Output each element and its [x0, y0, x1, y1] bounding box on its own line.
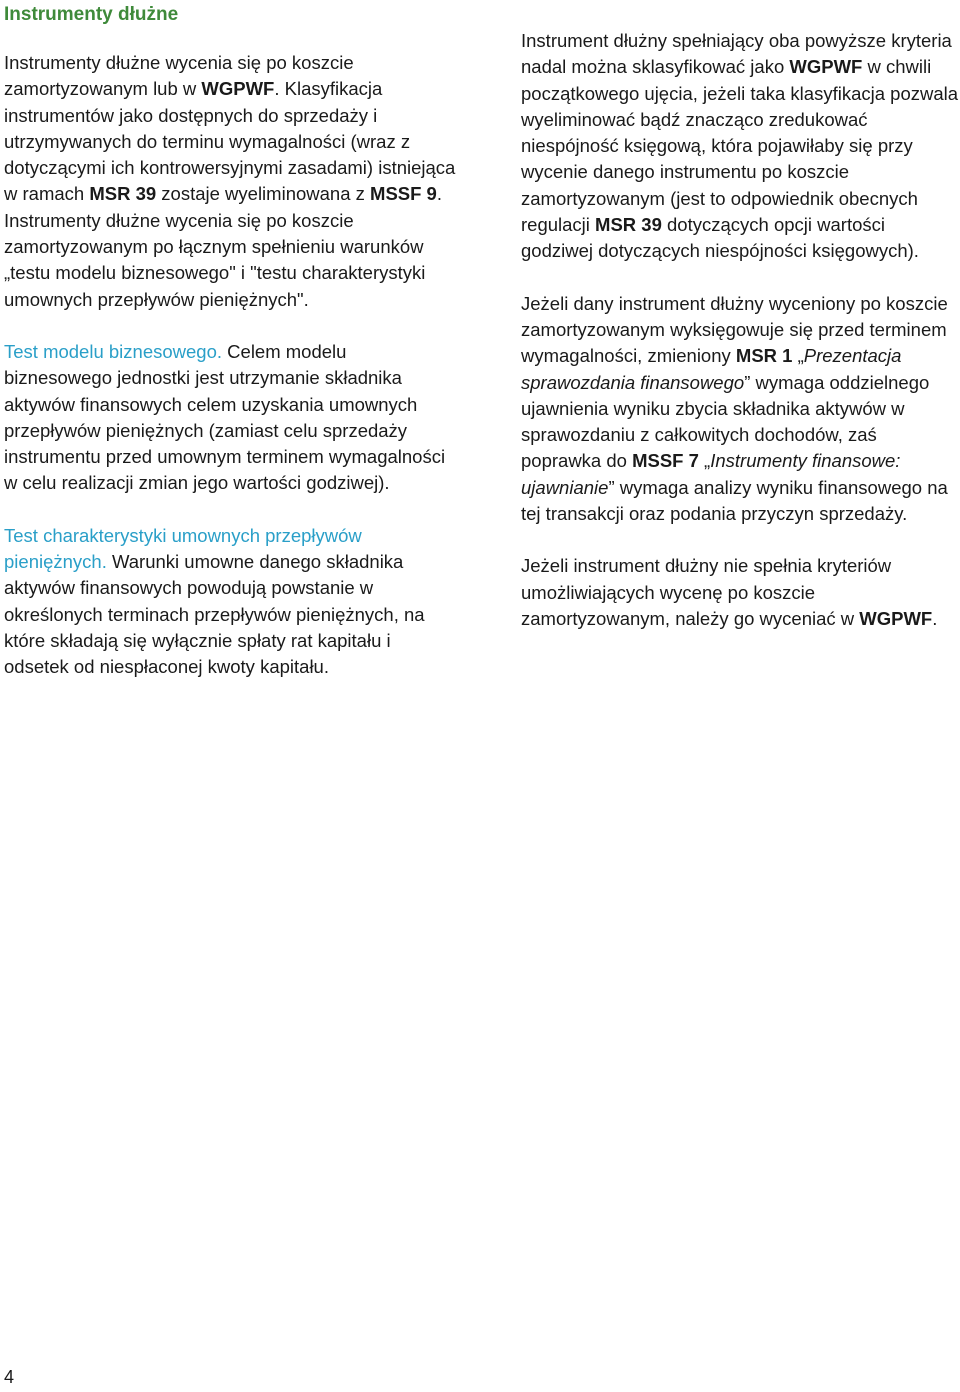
term-wgpwf: WGPWF [201, 78, 275, 100]
page-number: 4 [4, 1367, 15, 1387]
fallback-paragraph: Jeżeli instrument dłużny nie spełnia kryteriów umożliwiających wycenę po koszcie zamortyzowanym, należy go wyceniać w WGPWF. [521, 555, 938, 629]
cash-flow-paragraph: Test charakterystyki umownych przepływów pieniężnych. Warunki umowne danego składnika aktywów finansowych powodują powstanie w określonych terminach przepływów pieniężnych, na które składają się wyłącznie spłaty rat kapitału i odsetek od niespłaconej kwoty kapitału. [4, 524, 425, 678]
term-msr39: MSR 39 [595, 214, 662, 236]
business-model-paragraph: Test modelu biznesowego. Celem modelu biznesowego jednostki jest utrzymanie składnika aktywów finansowych celem uzyskania umownych przepływów pieniężnych (zamiast celu sprzedaży instrumentu przed umownym terminem wymagalności w celu realizacji zmian jego wartości godziwej). [4, 340, 446, 494]
fair-value-option-paragraph: Instrument dłużny spełniający oba powyższe kryteria nadal można sklasyfikować jako WGPWF w chwili początkowego ujęcia, jeżeli taka klasyfikacja pozwala wyeliminować bądź znacząco zredukować niespójność księgową, która pojawiłaby się przy wycenie danego instrumentu po koszcie zamortyzowanym (jest to odpowiednik obecnych regulacji MSR 39 dotyczących opcji wartości godziwej dotyczących niespójności księgowych). [521, 30, 959, 262]
term-msr1: MSR 1 [735, 345, 793, 367]
left-column [4, 50, 456, 681]
term-wgpwf: WGPWF [859, 607, 933, 629]
term-mssf7: MSSF 7 [632, 450, 699, 472]
standard-title: Prezentacja sprawozdania finansowego [521, 345, 902, 393]
cash-flow-heading: Test charakterystyki umownych przepływów pieniężnych. [4, 524, 362, 573]
intro-paragraph: Instrumenty dłużne wycenia się po koszcie zamortyzowanym lub w WGPWF. Klasyfikacja instrumentów jako dostępnych do sprzedaży i utrzymywanych do terminu wymagalności (wraz z dotyczącymi ich kontrowersyjnymi zasadami) istniejąca w ramach MSR 39 zostaje wyeliminowana z MSSF 9. Instrumenty dłużne wycenia się po koszcie zamortyzowanym po łącznym spełnieniu warunków „testu modelu biznesowego" i "testu charakterystyki umownych przepływów pieniężnych". [4, 52, 456, 310]
term-wgpwf: WGPWF [789, 56, 863, 78]
term-msr39: MSR 39 [89, 183, 157, 205]
section-title: Instrumenty dłużne [4, 4, 179, 25]
derecognition-paragraph: Jeżeli dany instrument dłużny wyceniony po koszcie zamortyzowanym wyksięgowuje się przed terminem wymagalności, zmieniony MSR 1 „Prezentacja sprawozdania finansowego” wymaga oddzielnego ujawnienia wyniku zbycia składnika aktywów w sprawozdaniu z całkowitych dochodów, zaś poprawka do MSSF 7 „Instrumenty finansowe: ujawnianie” wymaga analizy wyniku finansowego na tej transakcji oraz podania przyczyn sprzedaży. [521, 292, 948, 525]
business-model-heading: Test modelu biznesowego. [4, 340, 223, 362]
standard-title: Instrumenty finansowe: ujawnianie [521, 450, 901, 498]
term-mssf9: MSSF 9 [370, 183, 437, 205]
right-column [521, 28, 959, 632]
